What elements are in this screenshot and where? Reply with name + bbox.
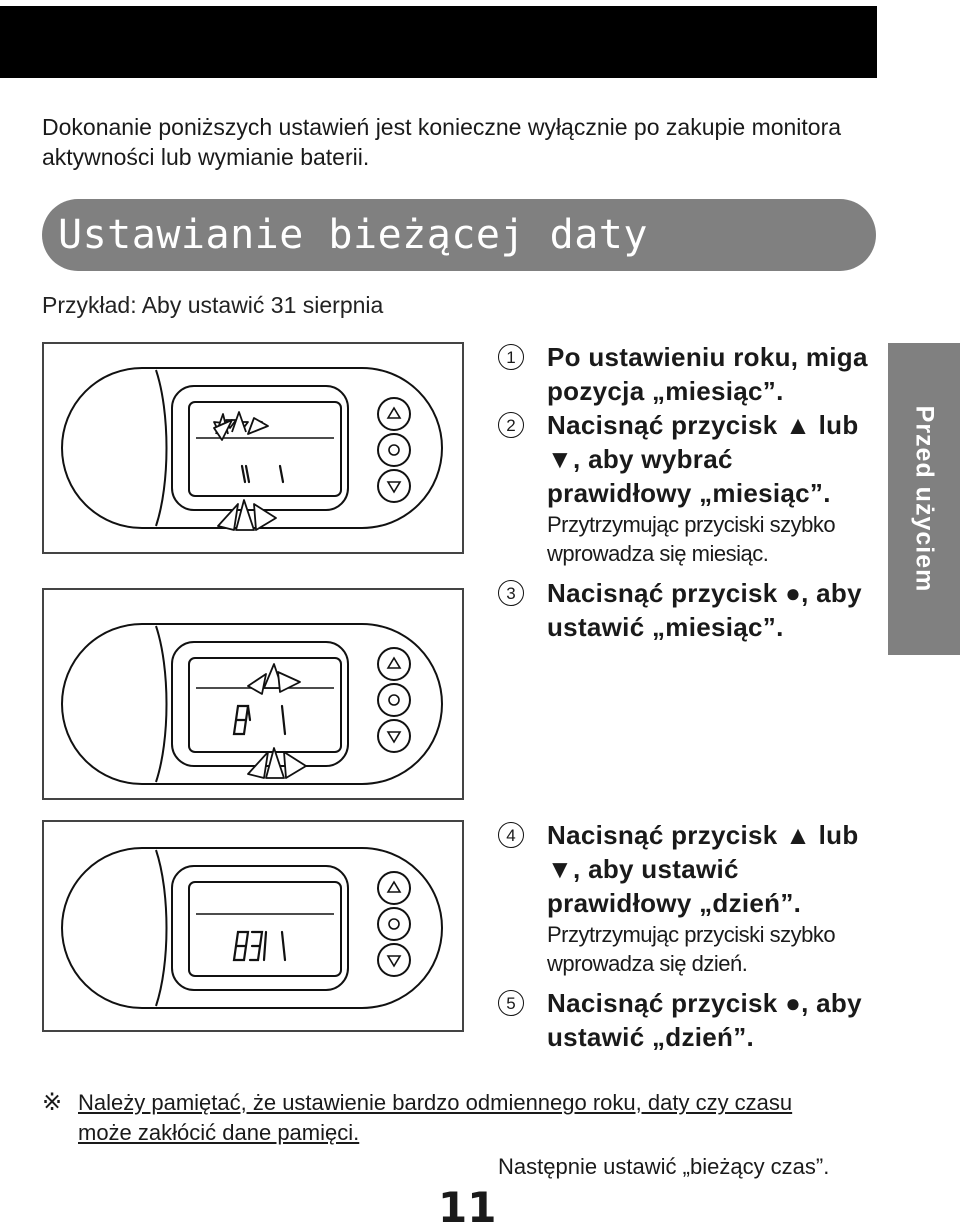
device-illustration <box>42 588 464 800</box>
step-note: Przytrzymując przyciski szybko wprowadza się miesiąc. <box>547 512 836 566</box>
example-label: Przykład: Aby ustawić 31 sierpnia <box>42 292 384 318</box>
step-1 <box>498 340 880 408</box>
header-bar <box>0 6 877 78</box>
steps-month <box>498 340 880 644</box>
step-3 <box>498 576 880 644</box>
step-instruction: Nacisnąć przycisk ●, aby ustawić „miesiąc”. <box>547 578 862 642</box>
step-note: Przytrzymując przyciski szybko wprowadza się dzień. <box>547 922 836 976</box>
section-title: Ustawianie bieżącej daty <box>58 212 648 258</box>
side-tab-label: Przed użyciem <box>910 405 939 593</box>
step-instruction: Nacisnąć przycisk ▲ lub ▼, aby ustawić prawidłowy „dzień”. <box>547 820 859 918</box>
step-number: 5 <box>498 990 524 1016</box>
memory-warning-note <box>42 1088 842 1148</box>
device-illustration <box>42 820 464 1032</box>
note-text: Należy pamiętać, że ustawienie bardzo odmiennego roku, daty czy czasu może zakłócić dane pamięci. <box>78 1090 793 1145</box>
page-number: 11 <box>438 1183 497 1232</box>
step-instruction: Po ustawieniu roku, miga pozycja „miesiąc”. <box>547 342 868 406</box>
step-number: 3 <box>498 580 524 606</box>
step-instruction: Nacisnąć przycisk ●, aby ustawić „dzień”. <box>547 988 862 1052</box>
side-tab <box>888 343 960 655</box>
step-instruction: Nacisnąć przycisk ▲ lub ▼, aby wybrać prawidłowy „miesiąc”. <box>547 410 859 508</box>
reference-mark-icon: ※ <box>42 1089 63 1116</box>
step-5 <box>498 986 880 1054</box>
device-figure-day-selected <box>42 820 464 1032</box>
next-step-text: Następnie ustawić „bieżący czas”. <box>498 1154 830 1179</box>
device-figure-month-blinking <box>42 342 464 554</box>
device-illustration <box>42 342 464 554</box>
step-number: 4 <box>498 822 524 848</box>
steps-day <box>498 818 880 1054</box>
section-banner <box>42 199 876 271</box>
step-2 <box>498 408 880 568</box>
step-number: 1 <box>498 344 524 370</box>
step-number: 2 <box>498 412 524 438</box>
device-figure-month-selected <box>42 588 464 800</box>
step-4 <box>498 818 880 978</box>
intro-text: Dokonanie poniższych ustawień jest konieczne wyłącznie po zakupie monitora aktywności lub wymianie baterii. <box>42 114 842 170</box>
